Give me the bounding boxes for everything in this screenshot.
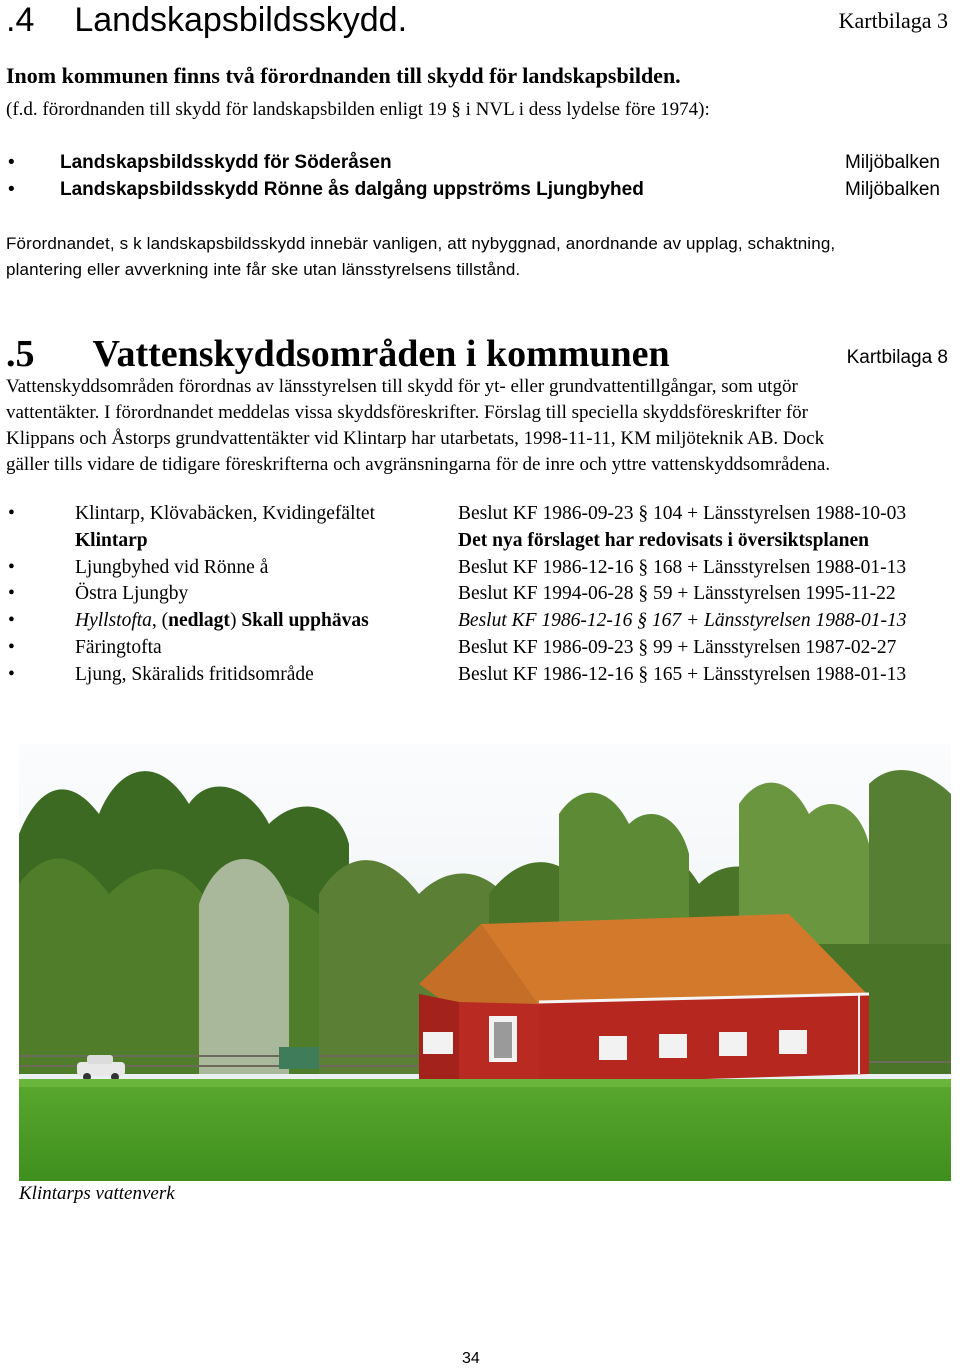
bullet: • <box>8 636 15 658</box>
decision: Det nya förslaget har redovisats i översiktsplanen <box>458 529 869 551</box>
photo-caption: Klintarps vattenverk <box>19 1183 175 1204</box>
area-name-italic: Hyllstofta <box>75 610 152 632</box>
section-4-intro: Inom kommunen finns två förordnanden till skydd för landskapsbilden. <box>6 63 681 88</box>
section-5-heading <box>6 332 670 376</box>
section-4-paragraph <box>6 231 956 283</box>
area-name: Ljung, Skäralids fritidsområde <box>75 663 314 685</box>
decision: Beslut KF 1986-09-23 § 99 + Länsstyrelsen 1987-02-27 <box>458 636 897 658</box>
section-5-number: .5 <box>6 333 35 375</box>
area-name: Klintarp <box>75 529 148 551</box>
bullet: • <box>8 583 15 605</box>
paragraph-line: Förordnandet, s k landskapsbildsskydd innebär vanligen, att nybyggnad, anordnande av upplag, schaktning, <box>6 234 836 253</box>
area-name: Ljungbyhed vid Rönne å <box>75 556 269 578</box>
paragraph-line: gäller tills vidare de tidigare föreskrifterna och avgränsningarna för de inre och yttre vattenskyddsområdena. <box>6 454 831 475</box>
bullet: • <box>8 556 15 578</box>
waterworks-photo <box>19 744 951 1181</box>
bullet: • <box>8 179 15 200</box>
section-5-annex: Kartbilaga 8 <box>846 347 948 368</box>
section-4-heading <box>6 0 407 40</box>
list-item <box>8 530 958 557</box>
section-5-paragraph <box>6 374 958 478</box>
bullet: • <box>8 152 15 173</box>
area-name-sep: , ( <box>151 610 169 632</box>
section-4-fd-line: (f.d. förordnanden till skydd för landskapsbilden enligt 19 § i NVL i dess lydelse före 1974): <box>6 99 710 120</box>
area-name <box>75 610 369 632</box>
section-4-number: .4 <box>6 1 35 39</box>
list-item <box>8 152 940 179</box>
waterworks-building <box>419 914 869 1084</box>
water-protection-list <box>8 503 958 691</box>
decision: Beslut KF 1986-09-23 § 104 + Länsstyrelsen 1988-10-03 <box>458 503 907 524</box>
list-item <box>8 610 958 637</box>
bullet: • <box>8 663 15 685</box>
field-edge <box>19 1079 951 1087</box>
area-name: Östra Ljungby <box>75 583 189 605</box>
list-item <box>8 557 958 584</box>
decision: Beslut KF 1986-12-16 § 167 + Länsstyrelsen 1988-01-13 <box>458 610 907 632</box>
protection-name: Landskapsbildsskydd för Söderåsen <box>60 152 392 173</box>
area-name-sep2: ) <box>229 610 242 632</box>
section-4-title-dot: . <box>397 1 408 39</box>
bullet: • <box>8 503 15 524</box>
protection-name: Landskapsbildsskydd Rönne ås dalgång uppströms Ljungbyhed <box>60 179 644 200</box>
waterworks-illustration <box>19 744 951 1181</box>
list-item <box>8 503 958 530</box>
section-4-annex: Kartbilaga 3 <box>838 8 948 33</box>
section-4-bullet-list <box>8 152 940 206</box>
decision: Beslut KF 1986-12-16 § 165 + Länsstyrelsen 1988-01-13 <box>458 663 907 685</box>
area-status: nedlagt <box>168 610 230 632</box>
section-5-title: Vattenskyddsområden i kommunen <box>92 333 670 375</box>
list-item <box>8 637 958 664</box>
section-4-title: Landskapsbildsskydd <box>74 1 398 39</box>
decision: Beslut KF 1986-12-16 § 168 + Länsstyrelsen 1988-01-13 <box>458 556 907 578</box>
law-reference: Miljöbalken <box>844 179 940 200</box>
paragraph-line: plantering eller avverkning inte får ske utan länsstyrelsens tillstånd. <box>6 260 521 279</box>
bullet: • <box>8 610 15 632</box>
green-field <box>19 1079 951 1181</box>
page-number: 34 <box>462 1350 480 1367</box>
list-item <box>8 664 958 691</box>
area-name: Klintarp, Klövabäcken, Kvidingefältet <box>75 503 375 524</box>
paragraph-line: vattentäkter. I förordnandet meddelas vissa skyddsföreskrifter. Förslag till speciella skyddsföreskrifter för <box>6 402 808 423</box>
shed <box>279 1047 319 1069</box>
area-name: Färingtofta <box>75 636 162 658</box>
area-note: Skall upphävas <box>241 610 369 632</box>
decision: Beslut KF 1994-06-28 § 59 + Länsstyrelsen 1995-11-22 <box>458 583 896 605</box>
list-item <box>8 179 940 206</box>
paragraph-line: Vattenskyddsområden förordnas av länsstyrelsen till skydd för yt- eller grundvattentillgångar, som utgör <box>6 376 798 397</box>
list-item <box>8 583 958 610</box>
paragraph-line: Klippans och Åstorps grundvattentäkter vid Klintarp har utarbetats, 1998-11-11, KM miljöteknik AB. Dock <box>6 428 825 449</box>
law-reference: Miljöbalken <box>844 152 940 173</box>
